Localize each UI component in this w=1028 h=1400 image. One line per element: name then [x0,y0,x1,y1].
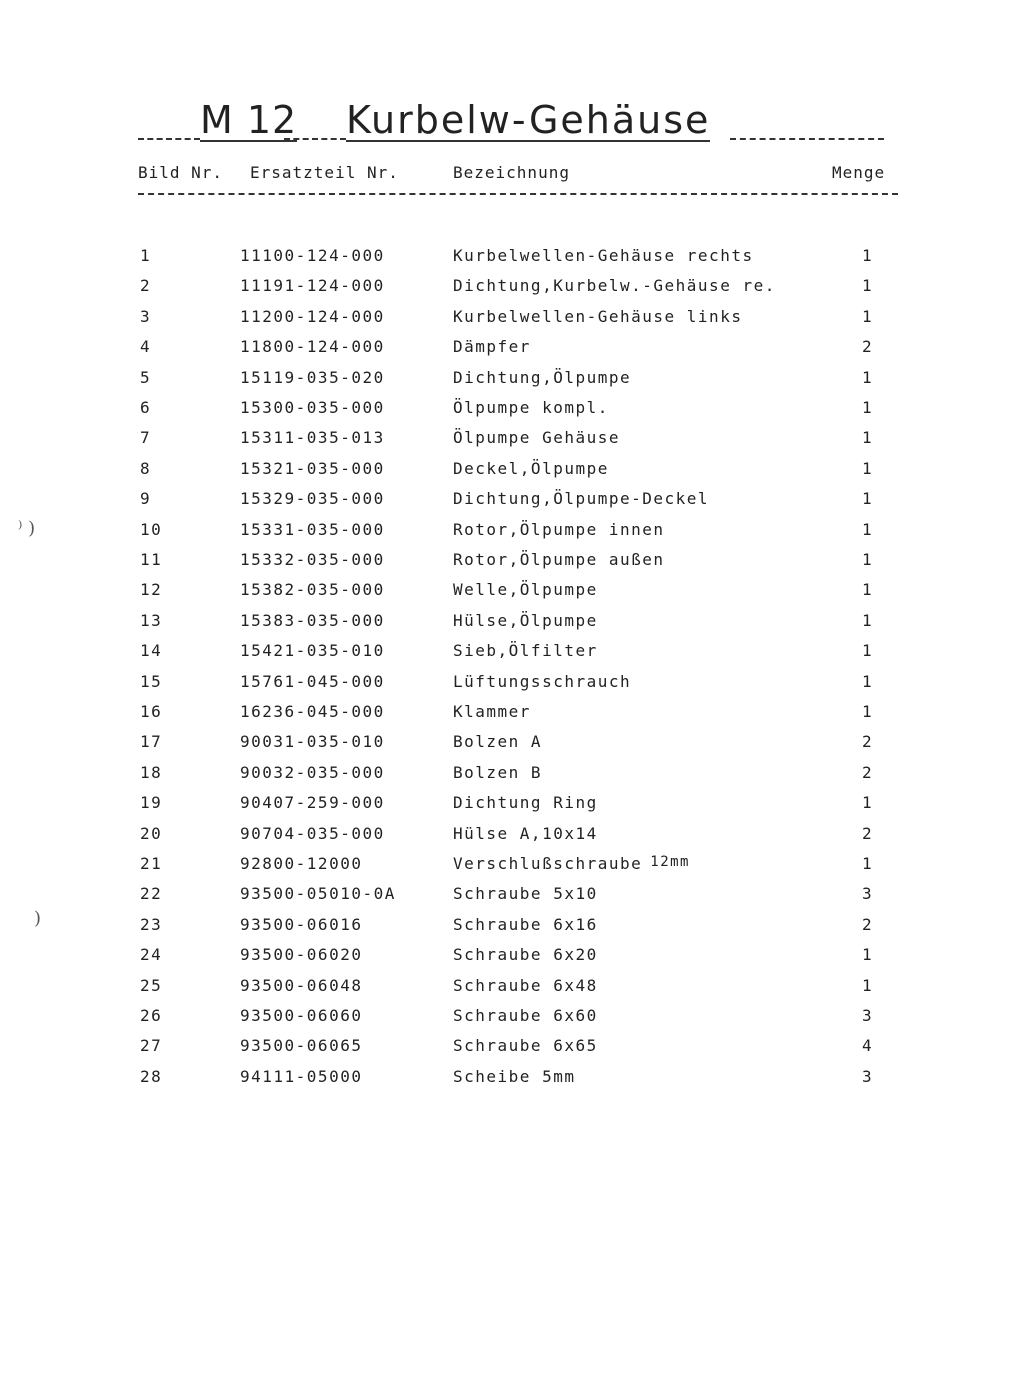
cell-part-number: 93500-05010-0A [240,884,396,904]
table-row [0,1006,1028,1036]
cell-quantity: 3 [862,1006,874,1025]
cell-part-number: 92800-12000 [240,854,363,873]
cell-part-number: 90407-259-000 [240,793,385,813]
title-name: Kurbelw-Gehäuse [346,98,711,142]
cell-description: Hülse A,10x14 [453,823,598,843]
cell-part-number: 15332-035-000 [240,550,385,569]
cell-description: Rotor,Ölpumpe außen [453,550,665,569]
cell-quantity: 1 [862,519,874,539]
table-row [0,732,1028,762]
cell-description: Ölpumpe Gehäuse [453,428,620,448]
table-row [0,1067,1028,1097]
cell-bild: 14 [140,641,163,661]
header-ersatzteil: Ersatzteil Nr. [250,163,399,182]
cell-part-number: 93500-06016 [240,914,363,934]
cell-part-number: 15383-035-000 [240,610,385,630]
cell-part-number: 11100-124-000 [240,246,385,265]
cell-bild: 8 [140,458,152,478]
cell-description: Welle,Ölpumpe [453,580,598,600]
table-row [0,276,1028,306]
cell-bild: 16 [140,702,163,721]
cell-bild: 19 [140,793,163,813]
cell-description: Kurbelwellen-Gehäuse rechts [453,246,754,265]
cell-bild: 22 [140,884,163,904]
cell-quantity: 1 [862,458,874,478]
cell-bild: 4 [140,337,152,357]
cell-part-number: 90032-035-000 [240,762,385,782]
table-row [0,307,1028,337]
cell-bild: 18 [140,762,163,782]
cell-quantity: 1 [862,306,874,326]
cell-bild: 2 [140,276,152,296]
cell-quantity: 2 [862,732,874,752]
cell-description: Schraube 6x60 [453,1006,598,1025]
cell-bild: 11 [140,550,163,569]
cell-description: Sieb,Ölfilter [453,641,598,661]
cell-part-number: 15331-035-000 [240,519,385,539]
margin-mark: ) [34,908,42,929]
cell-description: Dichtung Ring [453,793,598,813]
cell-part-number: 94111-05000 [240,1066,363,1086]
cell-description: Schraube 5x10 [453,884,598,904]
cell-quantity: 1 [862,671,874,691]
cell-description-suffix: 12mm [650,854,690,870]
table-row [0,884,1028,914]
cell-part-number: 90031-035-010 [240,732,385,752]
cell-part-number: 15321-035-000 [240,458,385,478]
header-rule [138,193,898,195]
cell-quantity: 1 [862,580,874,600]
cell-quantity: 1 [862,489,874,509]
cell-bild: 3 [140,306,152,326]
cell-description: Schraube 6x20 [453,945,598,965]
cell-description: Schraube 6x48 [453,975,598,995]
cell-quantity: 2 [862,762,874,782]
cell-quantity: 3 [862,1066,874,1086]
table-row [0,611,1028,641]
cell-part-number: 15382-035-000 [240,580,385,600]
cell-description: Lüftungsschrauch [453,671,632,691]
cell-bild: 15 [140,671,163,691]
cell-bild: 5 [140,367,152,387]
cell-quantity: 3 [862,884,874,904]
table-row [0,246,1028,276]
cell-part-number: 11200-124-000 [240,306,385,326]
table-row [0,763,1028,793]
cell-description: Schraube 6x16 [453,914,598,934]
cell-description: Bolzen A [453,732,543,752]
cell-part-number: 93500-06048 [240,975,363,995]
table-row [0,793,1028,823]
table-row [0,398,1028,428]
cell-bild: 7 [140,428,152,448]
cell-part-number: 15421-035-010 [240,641,385,661]
cell-part-number: 15119-035-020 [240,367,385,387]
cell-description: Hülse,Ölpumpe [453,610,598,630]
table-row [0,1036,1028,1066]
cell-quantity: 4 [862,1036,874,1056]
cell-bild: 26 [140,1006,163,1025]
cell-part-number: 15329-035-000 [240,489,385,509]
cell-quantity: 1 [862,610,874,630]
table-row [0,368,1028,398]
cell-description: Ölpumpe kompl. [453,398,609,417]
table-row [0,702,1028,732]
cell-quantity: 2 [862,823,874,843]
title-code: M 12 [200,98,298,142]
cell-description: Schraube 6x65 [453,1036,598,1056]
cell-quantity: 1 [862,641,874,661]
cell-part-number: 11800-124-000 [240,337,385,357]
cell-description-text: Verschlußschraube [453,854,643,873]
cell-quantity: 1 [862,276,874,296]
table-row [0,824,1028,854]
cell-description [453,854,690,873]
cell-quantity: 1 [862,793,874,813]
table-row [0,520,1028,550]
cell-part-number: 93500-06065 [240,1036,363,1056]
cell-bild: 13 [140,610,163,630]
cell-bild: 27 [140,1036,163,1056]
table-row [0,580,1028,610]
header-menge: Menge [832,163,886,182]
cell-quantity: 1 [862,854,874,873]
cell-quantity: 1 [862,246,874,265]
table-row [0,915,1028,945]
title-dash-right [730,138,884,140]
cell-bild: 12 [140,580,163,600]
table-row [0,976,1028,1006]
cell-description: Klammer [453,702,531,721]
cell-description: Rotor,Ölpumpe innen [453,519,665,539]
cell-part-number: 15311-035-013 [240,428,385,448]
table-row [0,641,1028,671]
cell-quantity: 1 [862,945,874,965]
cell-bild: 10 [140,519,163,539]
cell-description: Scheibe 5mm [453,1066,576,1086]
cell-bild: 6 [140,398,152,417]
cell-quantity: 1 [862,367,874,387]
cell-quantity: 2 [862,914,874,934]
margin-mark: ⁾ ) [18,518,36,539]
table-row [0,854,1028,884]
cell-bild: 20 [140,823,163,843]
cell-part-number: 16236-045-000 [240,702,385,721]
cell-part-number: 15300-035-000 [240,398,385,417]
cell-bild: 23 [140,914,163,934]
cell-bild: 1 [140,246,152,265]
table-row [0,428,1028,458]
table-row [0,550,1028,580]
cell-description: Deckel,Ölpumpe [453,458,609,478]
cell-bild: 9 [140,489,152,509]
cell-bild: 17 [140,732,163,752]
title-dash-left [138,138,200,140]
cell-part-number: 93500-06020 [240,945,363,965]
cell-description: Dichtung,Ölpumpe-Deckel [453,489,710,509]
cell-part-number: 11191-124-000 [240,276,385,296]
document-title [138,100,884,148]
header-bezeichnung: Bezeichnung [453,163,570,182]
cell-quantity: 2 [862,337,874,357]
table-row [0,489,1028,519]
cell-quantity: 1 [862,398,874,417]
cell-description: Bolzen B [453,762,543,782]
cell-quantity: 1 [862,975,874,995]
cell-part-number: 15761-045-000 [240,671,385,691]
cell-part-number: 93500-06060 [240,1006,363,1025]
table-row [0,945,1028,975]
cell-description: Kurbelwellen-Gehäuse links [453,306,743,326]
table-row [0,337,1028,367]
cell-bild: 24 [140,945,163,965]
cell-description: Dichtung,Kurbelw.-Gehäuse re. [453,276,776,296]
cell-bild: 21 [140,854,163,873]
header-bild: Bild Nr. [138,163,224,182]
cell-description: Dämpfer [453,337,531,357]
title-dash-middle [284,138,346,140]
cell-quantity: 1 [862,428,874,448]
cell-bild: 28 [140,1066,163,1086]
table-row [0,459,1028,489]
cell-part-number: 90704-035-000 [240,823,385,843]
cell-quantity: 1 [862,550,874,569]
cell-bild: 25 [140,975,163,995]
cell-quantity: 1 [862,702,874,721]
table-row [0,672,1028,702]
cell-description: Dichtung,Ölpumpe [453,367,632,387]
